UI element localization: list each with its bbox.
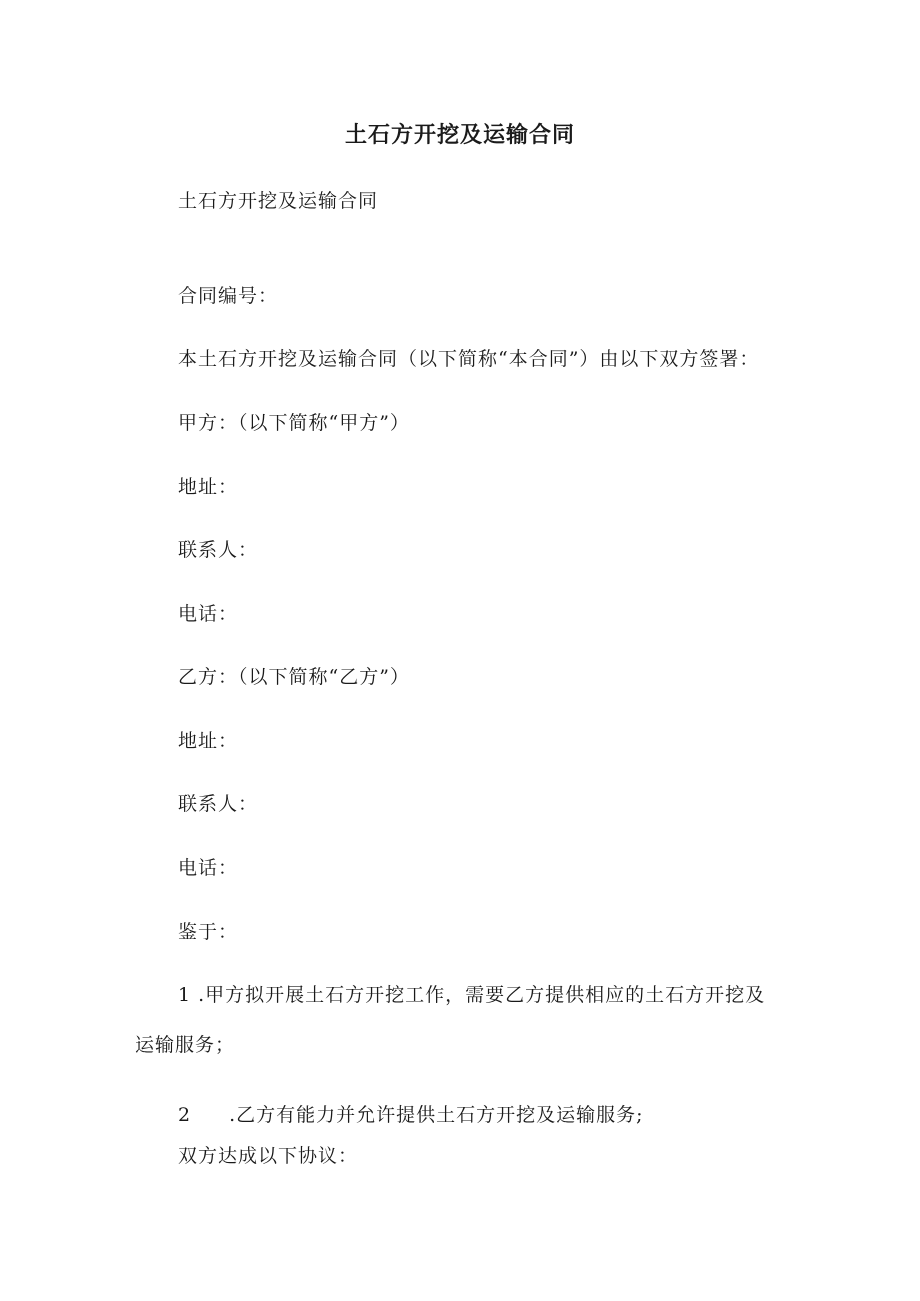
party-a-phone: 电话： — [178, 603, 239, 625]
clause-2-text: .乙方有能力并允许提供土石方开挖及运输服务; — [229, 1104, 644, 1126]
party-a-address: 地址： — [178, 476, 239, 498]
party-b-contact: 联系人： — [178, 793, 259, 815]
document-title: 土石方开挖及运输合同 — [344, 123, 575, 148]
party-b-heading: 乙方：（以下简称“乙方”） — [178, 666, 410, 688]
intro-paragraph: 本土石方开挖及运输合同（以下简称“本合同”）由以下双方签署： — [178, 348, 760, 370]
agreement-label: 双方达成以下协议： — [178, 1145, 359, 1167]
contract-number-label: 合同编号： — [178, 285, 279, 307]
clause-2-line — [178, 1100, 644, 1127]
clause-2-number: 2 — [178, 1104, 192, 1126]
clause-1-line-1 — [178, 980, 765, 1007]
party-a-contact: 联系人： — [178, 539, 259, 561]
clause-1-line-2: 运输服务； — [135, 1034, 236, 1056]
document-subtitle: 土石方开挖及运输合同 — [178, 190, 379, 212]
clause-1-number: 1 — [178, 984, 192, 1006]
clause-1-text: .甲方拟开展土石方开挖工作，需要乙方提供相应的土石方开挖及 — [198, 984, 766, 1006]
party-b-phone: 电话： — [178, 857, 239, 879]
party-a-heading: 甲方：（以下简称“甲方”） — [178, 412, 410, 434]
party-b-address: 地址： — [178, 730, 239, 752]
whereas-label: 鉴于： — [178, 921, 239, 943]
